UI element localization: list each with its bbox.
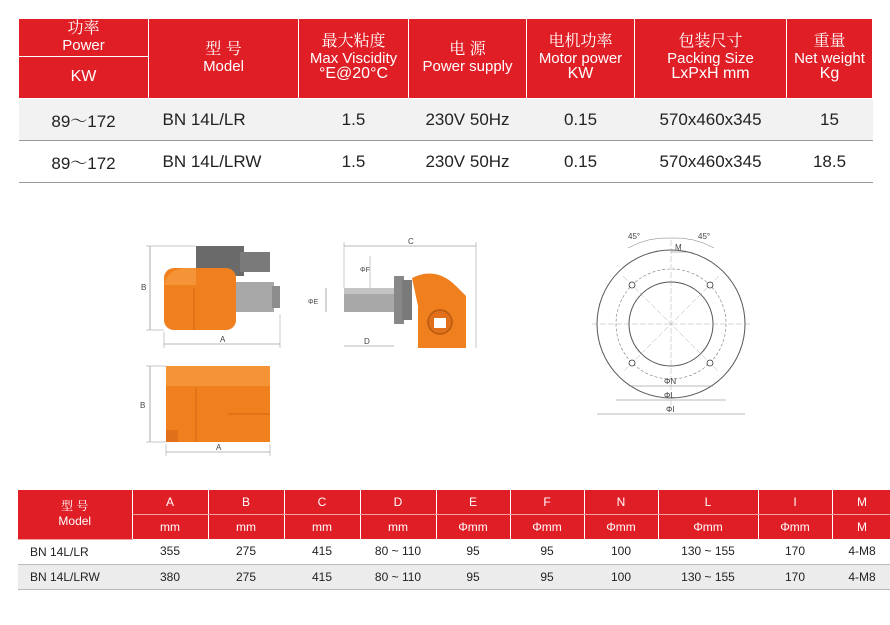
dim-cell: 95 [510,564,584,589]
header-supply: 电 源 Power supply [409,19,527,99]
dim-unit: M [832,515,890,540]
dim-unit: mm [360,515,436,540]
cell-viscosity: 1.5 [299,141,409,183]
dim-unit: mm [284,515,360,540]
dim-label-c: C [408,237,414,246]
cell-power: 89～172 [19,99,149,141]
dim-header-model: 型 号 Model [18,490,132,539]
angle-label-right: 45° [698,232,711,241]
dim-cell: 275 [208,564,284,589]
dim-header-b: B [208,490,284,515]
dim-header-e: E [436,490,510,515]
dim-cell: 95 [436,564,510,589]
table-row [19,141,873,183]
table-row [18,539,890,564]
dim-cell: 415 [284,539,360,564]
dim-label-d: D [364,337,370,346]
dim-cell-model: BN 14L/LR [18,539,132,564]
cell-power: 89～172 [19,141,149,183]
dim-label-l: ΦL [664,391,675,400]
table-row [18,564,890,589]
dim-cell: 380 [132,564,208,589]
angle-label-left: 45° [628,232,641,241]
cell-supply: 230V 50Hz [409,99,527,141]
dim-label-n: ΦN [664,377,677,386]
dim-label-m: M [675,243,682,252]
dim-label-b: B [141,283,147,292]
dim-cell: 130 ~ 155 [658,539,758,564]
blast-tube [236,282,274,312]
front-view-drawing [306,236,486,358]
dim-unit: Φmm [584,515,658,540]
dim-label-i: ΦI [666,405,675,414]
header-power-unit: KW [19,57,149,99]
dim-cell-model: BN 14L/LRW [18,564,132,589]
header-motor: 电机功率 Motor power KW [527,19,635,99]
cell-viscosity: 1.5 [299,99,409,141]
dim-header-i: I [758,490,832,515]
dim-header-l: L [658,490,758,515]
dim-header-a: A [132,490,208,515]
cell-supply: 230V 50Hz [409,141,527,183]
dim-label-a: A [216,443,222,452]
dim-header-c: C [284,490,360,515]
dim-unit: Φmm [758,515,832,540]
table-row [19,99,873,141]
dim-label-e: ΦE [308,299,319,306]
dim-cell: 100 [584,564,658,589]
flange-view-drawing [588,214,758,430]
dim-header-f: F [510,490,584,515]
dim-label-f: ΦF [360,267,370,274]
header-power: 功率 Power [19,19,149,57]
header-packing: 包装尺寸 Packing Size LxPxH mm [635,19,787,99]
dim-unit: Φmm [510,515,584,540]
header-weight: 重量 Net weight Kg [787,19,873,99]
header-model: 型 号 Model [149,19,299,99]
dim-header-m: M [832,490,890,515]
dim-label-a: A [220,335,226,344]
dim-unit: mm [208,515,284,540]
dim-label-b: B [140,401,146,410]
dim-cell: 95 [436,539,510,564]
cell-model: BN 14L/LRW [149,141,299,183]
top-view-drawing [136,360,286,460]
cell-motor: 0.15 [527,141,635,183]
dim-cell: 170 [758,564,832,589]
cell-weight: 18.5 [787,141,873,183]
cell-packing: 570x460x345 [635,99,787,141]
dim-cell: 275 [208,539,284,564]
side-view-drawing [136,240,286,360]
dim-cell: 355 [132,539,208,564]
header-viscosity: 最大粘度 Max Viscidity °E@20°C [299,19,409,99]
cell-packing: 570x460x345 [635,141,787,183]
cell-model: BN 14L/LR [149,99,299,141]
dim-cell: 170 [758,539,832,564]
dim-unit: Φmm [436,515,510,540]
dimension-table [18,490,890,590]
dim-header-n: N [584,490,658,515]
dim-cell: 415 [284,564,360,589]
dim-unit: Φmm [658,515,758,540]
dim-cell: 130 ~ 155 [658,564,758,589]
spec-table [18,18,873,183]
dim-cell: 4-M8 [832,539,890,564]
dim-cell: 100 [584,539,658,564]
dim-cell: 80 ~ 110 [360,539,436,564]
dim-unit: mm [132,515,208,540]
dim-cell: 95 [510,539,584,564]
dim-cell: 80 ~ 110 [360,564,436,589]
cell-motor: 0.15 [527,99,635,141]
cell-weight: 15 [787,99,873,141]
dim-header-d: D [360,490,436,515]
dim-cell: 4-M8 [832,564,890,589]
